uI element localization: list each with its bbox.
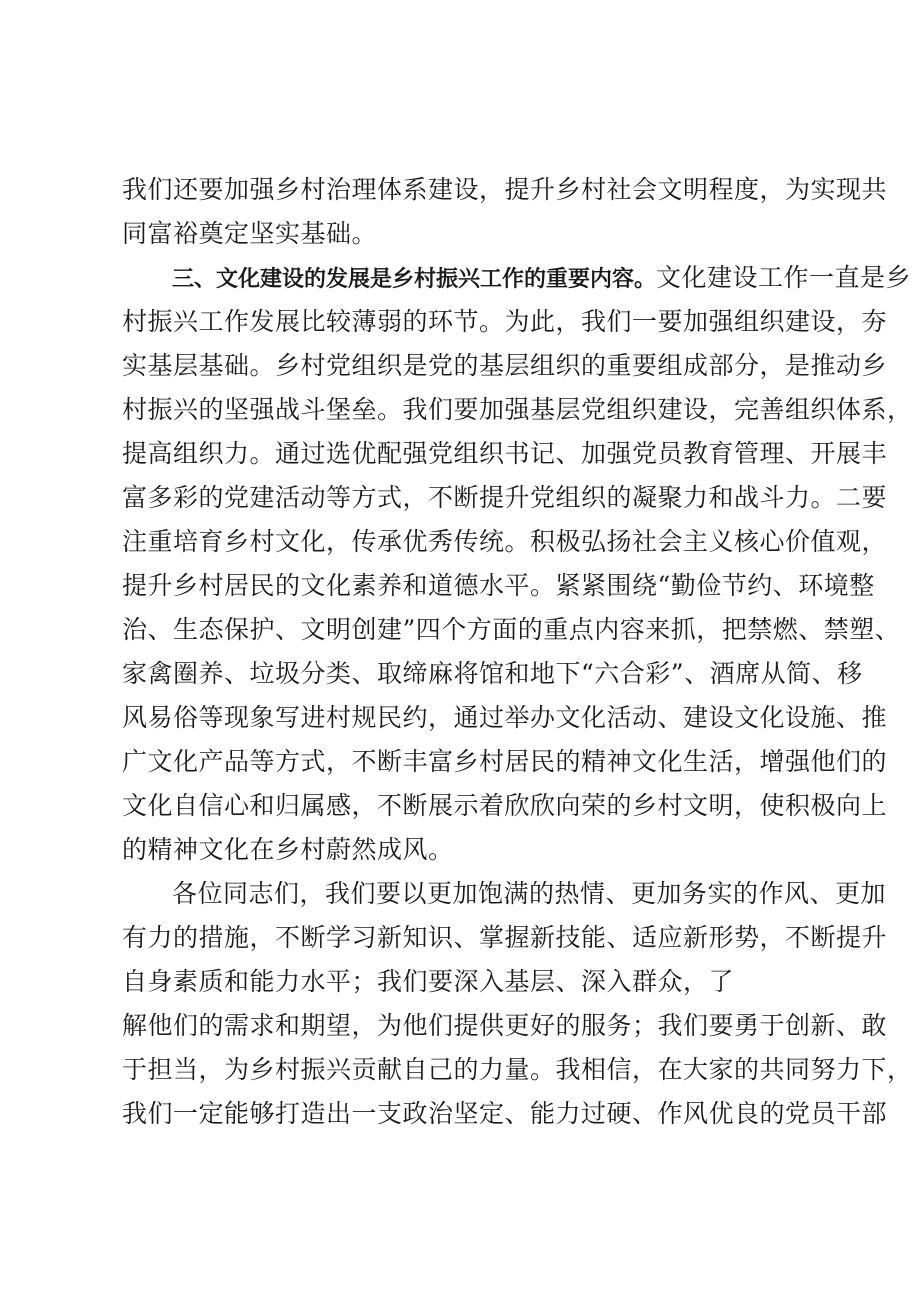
paragraph-line: 提升乡村居民的文化素养和道德水平。紧紧围绕“勤俭节约、环境整 <box>122 571 875 600</box>
paragraph-line: 风易俗等现象写进村规民约，通过举办文化活动、建设文化设施、推 <box>122 703 888 732</box>
paragraph-line: 富多彩的党建活动等方式，不断提升党组织的凝聚力和战斗力。二要 <box>122 483 888 512</box>
section-heading: 三、文化建设的发展是乡村振兴工作的重要内容。 <box>172 267 657 292</box>
paragraph-line: 家禽圈养、垃圾分类、取缔麻将馆和地下“六合彩”、酒席从简、移 <box>122 659 863 688</box>
paragraph-line: 广文化产品等方式，不断丰富乡村居民的精神文化生活，增强他们的 <box>122 747 888 776</box>
paragraph-line: 实基层基础。乡村党组织是党的基层组织的重要组成部分，是推动乡 <box>122 351 888 380</box>
paragraph-line: 解他们的需求和期望，为他们提供更好的服务；我们要勇于创新、敢 <box>122 1011 888 1040</box>
paragraph-line: 村振兴的坚强战斗堡垒。我们要加强基层党组织建设，完善组织体系， <box>122 395 913 424</box>
paragraph-line: 有力的措施，不断学习新知识、掌握新技能、适应新形势，不断提升 <box>122 923 888 952</box>
paragraph-line: 我们一定能够打造出一支政治坚定、能力过硬、作风优良的党员干部 <box>122 1099 888 1128</box>
paragraph-line: 自身素质和能力水平；我们要深入基层、深入群众，了 <box>122 967 735 996</box>
paragraph-line: 的精神文化在乡村蔚然成风。 <box>122 835 454 864</box>
paragraph-line: 各位同志们，我们要以更加饱满的热情、更加务实的作风、更加 <box>172 879 887 908</box>
paragraph-line: 文化自信心和归属感，不断展示着欣欣向荣的乡村文明，使积极向上 <box>122 791 888 820</box>
paragraph-line: 注重培育乡村文化，传承优秀传统。积极弘扬社会主义核心价值观， <box>122 527 888 556</box>
paragraph-text: 文化建设工作一直是乡 <box>656 263 912 292</box>
section-heading-line <box>172 256 912 300</box>
paragraph-line: 村振兴工作发展比较薄弱的环节。为此，我们一要加强组织建设，夯 <box>122 307 888 336</box>
paragraph-line: 同富裕奠定坚实基础。 <box>122 219 378 248</box>
paragraph-line: 提高组织力。通过选优配强党组织书记、加强党员教育管理、开展丰 <box>122 439 888 468</box>
paragraph-line: 于担当，为乡村振兴贡献自己的力量。我相信，在大家的共同努力下， <box>122 1055 913 1084</box>
paragraph-line: 治、生态保护、文明创建”四个方面的重点内容来抓，把禁燃、禁塑、 <box>122 615 901 644</box>
paragraph-line: 我们还要加强乡村治理体系建设，提升乡村社会文明程度，为实现共 <box>122 175 888 204</box>
